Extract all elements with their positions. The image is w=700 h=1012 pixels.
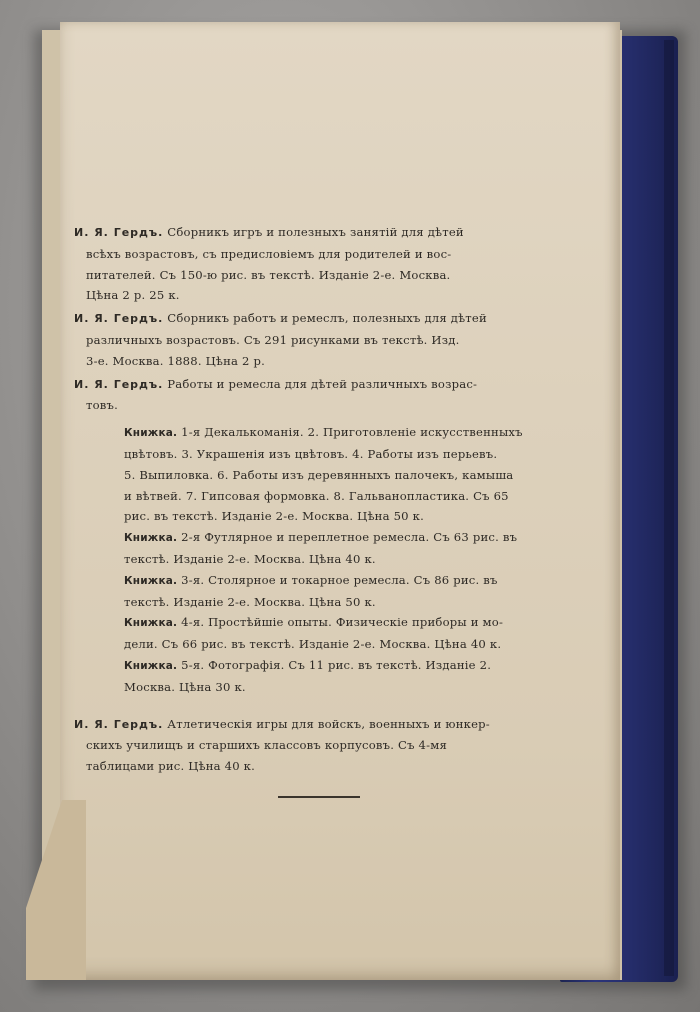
sub-item-text: дели. Съ 66 рис. въ текстѣ. Изданіе 2-е. Москва. Цѣна 40 к. bbox=[124, 637, 502, 652]
list-item bbox=[74, 714, 584, 777]
sub-item bbox=[74, 655, 584, 698]
sub-item bbox=[74, 612, 584, 655]
entry-text: всѣхъ возрастовъ, съ предисловіемъ для родителей и вос- bbox=[86, 246, 452, 261]
entry-text: 3-е. Москва. 1888. Цѣна 2 р. bbox=[86, 353, 265, 368]
entry-text: Сборникъ работъ и ремеслъ, полезныхъ для дѣтей bbox=[167, 311, 487, 326]
entry-text: товъ. bbox=[86, 398, 118, 413]
book-label: Книжка. bbox=[124, 617, 178, 630]
sub-item bbox=[74, 422, 584, 527]
entry-text: питателей. Съ 150-ю рис. въ текстѣ. Изданіе 2-е. Москва. bbox=[86, 267, 451, 282]
sub-item-text: текстѣ. Изданіе 2-е. Москва. Цѣна 50 к. bbox=[124, 594, 376, 609]
sub-item-text: 5-я. Фотографія. Съ 11 рис. въ текстѣ. Изданіе 2. bbox=[181, 657, 492, 672]
author-name: И. Я. Гердъ. bbox=[74, 717, 164, 731]
book-label: Книжка. bbox=[124, 574, 178, 587]
entry-text: скихъ училищъ и старшихъ классовъ корпусовъ. Съ 4-мя bbox=[86, 738, 447, 753]
sub-item-text: 3-я. Столярное и токарное ремесла. Съ 86 рис. въ bbox=[181, 572, 498, 587]
separator-rule bbox=[278, 796, 360, 798]
entry-text: Атлетическія игры для войскъ, военныхъ и юнкер- bbox=[167, 716, 490, 731]
list-item bbox=[74, 374, 584, 698]
author-name: И. Я. Гердъ. bbox=[74, 377, 164, 391]
entry-text: таблицами рис. Цѣна 40 к. bbox=[86, 759, 256, 774]
list-item bbox=[74, 222, 584, 306]
entry-text: Работы и ремесла для дѣтей различныхъ возрас- bbox=[167, 376, 478, 391]
book-list bbox=[74, 222, 584, 779]
sub-item-text: и вѣтвей. 7. Гипсовая формовка. 8. Гальванопластика. Съ 65 bbox=[124, 488, 509, 503]
author-name: И. Я. Гердъ. bbox=[74, 312, 164, 326]
list-item bbox=[74, 308, 584, 371]
book-label: Книжка. bbox=[124, 532, 178, 545]
sub-item-text: 1-я Декалькоманія. 2. Приготовленіе искусственныхъ bbox=[181, 425, 523, 440]
sub-item-text: Москва. Цѣна 30 к. bbox=[124, 679, 246, 694]
book-label: Книжка. bbox=[124, 427, 178, 440]
sub-item-text: 2-я Футлярное и переплетное ремесла. Съ 63 рис. въ bbox=[181, 530, 518, 545]
sub-item-text: 4-я. Простѣйшіе опыты. Физическіе приборы и мо- bbox=[181, 615, 504, 630]
author-name: И. Я. Гердъ. bbox=[74, 226, 164, 239]
sub-item bbox=[74, 527, 584, 570]
book-label: Книжка. bbox=[124, 659, 178, 672]
entry-text: Сборникъ игръ и полезныхъ занятій для дѣтей bbox=[167, 225, 464, 239]
entry-text: различныхъ возрастовъ. Съ 291 рисунками въ текстѣ. Изд. bbox=[86, 332, 460, 347]
sub-item-text: цвѣтовъ. 3. Украшенія изъ цвѣтовъ. 4. Работы изъ перьевъ. bbox=[124, 446, 498, 461]
book-spine-edge bbox=[664, 40, 674, 976]
sub-item-text: текстѣ. Изданіе 2-е. Москва. Цѣна 40 к. bbox=[124, 551, 376, 566]
sub-item bbox=[74, 570, 584, 613]
entry-text: Цѣна 2 р. 25 к. bbox=[86, 288, 180, 303]
sub-item-text: рис. въ текстѣ. Изданіе 2-е. Москва. Цѣна 50 к. bbox=[124, 509, 424, 524]
sub-item-text: 5. Выпиловка. 6. Работы изъ деревянныхъ палочекъ, камыша bbox=[124, 467, 514, 482]
